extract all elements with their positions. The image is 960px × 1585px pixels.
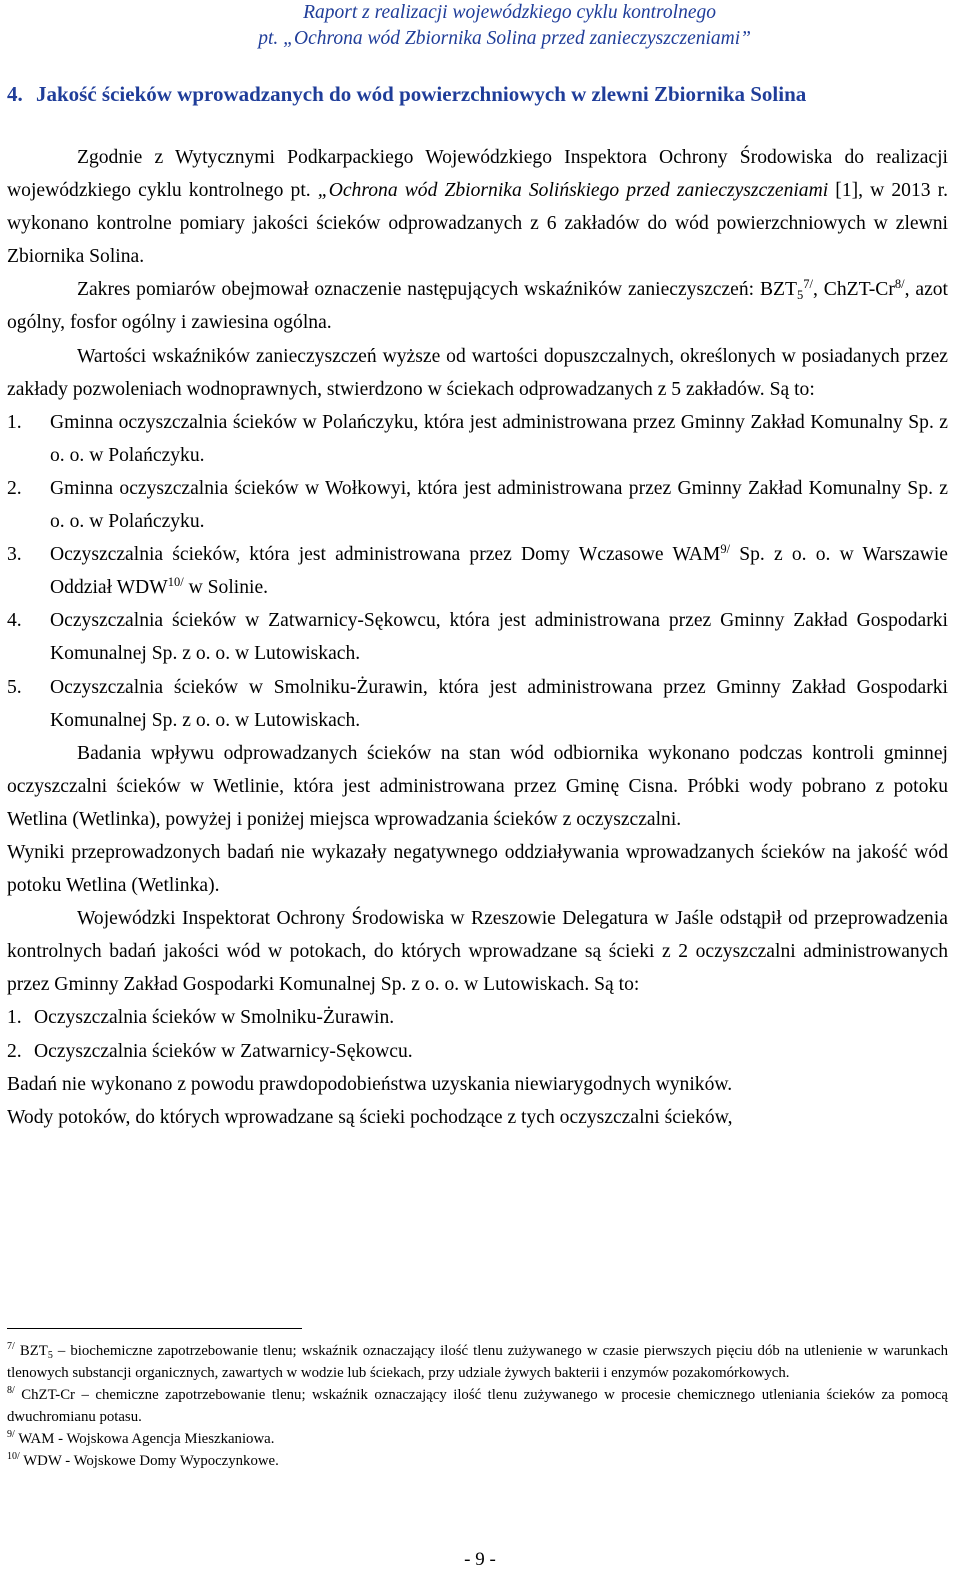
- list-item: [7, 406, 948, 472]
- list-number: 1.: [7, 1007, 22, 1029]
- section-heading: [7, 78, 948, 111]
- list-item: [7, 604, 948, 670]
- paragraph-exceedances: Wartości wskaźników zanieczyszczeń wyższe od wartości dopuszczalnych, określonych w posiadanych przez zakłady pozwoleniach wodnoprawnych, stwierdzono w ściekach odprowadzanych z 5 zakładów. Są to:: [7, 345, 948, 400]
- list-number: 2.: [7, 477, 22, 499]
- footnote-mark: 9/: [7, 1429, 15, 1440]
- footnote-mark: 10/: [7, 1451, 20, 1462]
- list-item: [7, 671, 948, 737]
- page-number: - 9 -: [464, 1549, 496, 1570]
- list-number: 4.: [7, 610, 22, 632]
- paragraph-scope: [7, 273, 948, 339]
- scope-text-3: , azot ogólny, fosfor ogólny i zawiesina ogólna.: [7, 279, 949, 334]
- cycle-title: „Ochrona wód Zbiornika Solińskiego przed zanieczyszczeniami: [317, 180, 829, 202]
- paragraph-streams: Wody potoków, do których wprowadzane są ścieki pochodzące z tych oczyszczalni ścieków,: [7, 1106, 733, 1128]
- bzt-subscript: 5: [797, 288, 804, 303]
- list-text: Oczyszczalnia ścieków w Zatwarnicy-Sękowcu, która jest administrowana przez Gminny Zakład Gospodarki Komunalnej Sp. z o. o. w Lutowiskach.: [50, 610, 948, 665]
- list-item: [7, 472, 948, 538]
- footnote-mark: 7/: [7, 1341, 15, 1352]
- list-text: Oczyszczalnia ścieków w Smolniku-Żurawin, która jest administrowana przez Gminny Zakład Gospodarki Komunalnej Sp. z o. o. w Lutowiskach.: [50, 676, 948, 731]
- list-text: Gminna oczyszczalnia ścieków w Polańczyku, która jest administrowana przez Gminny Zakład Komunalny Sp. z o. o. w Polańczyku.: [50, 411, 948, 466]
- footnote-ref-9: 9/: [720, 542, 731, 557]
- scope-text: Zakres pomiarów obejmował oznaczenie następujących wskaźników zanieczyszczeń: BZT: [77, 279, 797, 301]
- footnote-text: WDW - Wojskowe Domy Wypoczynkowe.: [19, 1453, 279, 1469]
- footnote-subscript: 5: [47, 1350, 53, 1361]
- list-number: 2.: [7, 1040, 22, 1062]
- header-line-1: Raport z realizacji wojewódzkiego cyklu kontrolnego: [303, 2, 716, 23]
- list-text-c: w Solinie.: [183, 577, 269, 599]
- footnote-text: WAM - Wojskowa Agencja Mieszkaniowa.: [14, 1431, 275, 1447]
- list-text-a: Oczyszczalnia ścieków, która jest administrowana przez Domy Wczasowe WAM: [50, 544, 721, 566]
- list-text: Gminna oczyszczalnia ścieków w Wołkowyi, która jest administrowana przez Gminny Zakład Komunalny Sp. z o. o. w Polańczyku.: [50, 477, 948, 533]
- footnote-7: [7, 1340, 948, 1384]
- footnote-text-2: – biochemiczne zapotrzebowanie tlenu; wskaźnik oznaczający ilość tlenu zużywanego w czasie pierwszych pięciu dób na utlenienie w warunkach tlenowych substancji organicznych, zawartych w wodzie lub ściekach, przy udziale żywych bakterii i enzymów pozakomórkowych.: [7, 1343, 948, 1381]
- section-number: 4.: [7, 82, 23, 106]
- scope-text-2: , ChZT-Cr: [812, 279, 895, 301]
- paragraph-wetlina-study: Badania wpływu odprowadzanych ścieków na stan wód odbiornika wykonano podczas kontroli gminnej oczyszczalni ścieków w Wetlinie, która jest administrowana przez Gminę Cisna. Próbki wody pobrano z potoku Wetlina (Wetlinka), powyżej i poniżej miejsca wprowadzania ścieków z oczyszczalni.: [7, 742, 948, 830]
- footnote-text: BZT: [14, 1343, 48, 1359]
- footnote-ref-7: 7/: [803, 277, 813, 292]
- list-text: Oczyszczalnia ścieków w Zatwarnicy-Sękowcu.: [34, 1040, 413, 1062]
- footnotes: [7, 1340, 948, 1472]
- footnote-separator: [7, 1328, 302, 1329]
- list-number: 1.: [7, 411, 22, 433]
- list-item: [7, 538, 948, 604]
- list-text-b: Sp. z o. o. w Warszawie Oddział WDW: [50, 544, 948, 599]
- paragraph-intro: [7, 141, 948, 273]
- list-item: [7, 1001, 948, 1034]
- footnote-mark: 8/: [7, 1385, 15, 1396]
- section-title: Jakość ścieków wprowadzanych do wód powierzchniowych w zlewni Zbiornika Solina: [36, 82, 807, 106]
- page-header: [4, 0, 944, 52]
- list-text: Oczyszczalnia ścieków w Smolniku-Żurawin.: [34, 1007, 395, 1029]
- paragraph-no-tests: Badań nie wykonano z powodu prawdopodobieństwa uzyskania niewiarygodnych wyników.: [7, 1073, 733, 1095]
- footnote-ref-10: 10/: [167, 575, 184, 590]
- list-item: [7, 1035, 948, 1068]
- list-text: [50, 538, 948, 604]
- document-body: [7, 78, 948, 1134]
- footnote-ref-8: 8/: [894, 277, 905, 292]
- list-number: 3.: [7, 544, 22, 566]
- paragraph-intro-text-2: [1], w 2013 r. wykonano kontrolne pomiary jakości ścieków odprowadzanych z 6 zakładów do wód powierzchniowych w zlewni Zbiornika Solina.: [7, 180, 948, 268]
- paragraph-intro-text: Zgodnie z Wytycznymi Podkarpackiego Wojewódzkiego Inspektora Ochrony Środowiska do realizacji wojewódzkiego cyklu kontrolnego pt.: [7, 147, 948, 202]
- footnote-10: [7, 1450, 948, 1472]
- footnote-text: ChZT-Cr – chemiczne zapotrzebowanie tlenu; wskaźnik oznaczający ilość tlenu zużywanego w procesie chemicznego utleniania ścieków za pomocą dwuchromianu potasu.: [7, 1387, 948, 1425]
- paragraph-wetlina-results: Wyniki przeprowadzonych badań nie wykazały negatywnego oddziaływania wprowadzanych ścieków na jakość wód potoku Wetlina (Wetlinka).: [7, 841, 948, 897]
- list-number: 5.: [7, 676, 22, 698]
- footnote-8: [7, 1384, 948, 1428]
- paragraph-delegation: Wojewódzki Inspektorat Ochrony Środowiska w Rzeszowie Delegatura w Jaśle odstąpił od przeprowadzenia kontrolnych badań jakości wód w potokach, do których wprowadzane są ścieki z 2 oczyszczalni administrowanych przez Gminny Zakład Gospodarki Komunalnej Sp. z o. o. w Lutowiskach. Są to:: [7, 908, 948, 996]
- footnote-9: [7, 1428, 948, 1450]
- header-line-2: pt. „Ochrona wód Zbiornika Solina przed zanieczyszczeniami”: [258, 28, 751, 49]
